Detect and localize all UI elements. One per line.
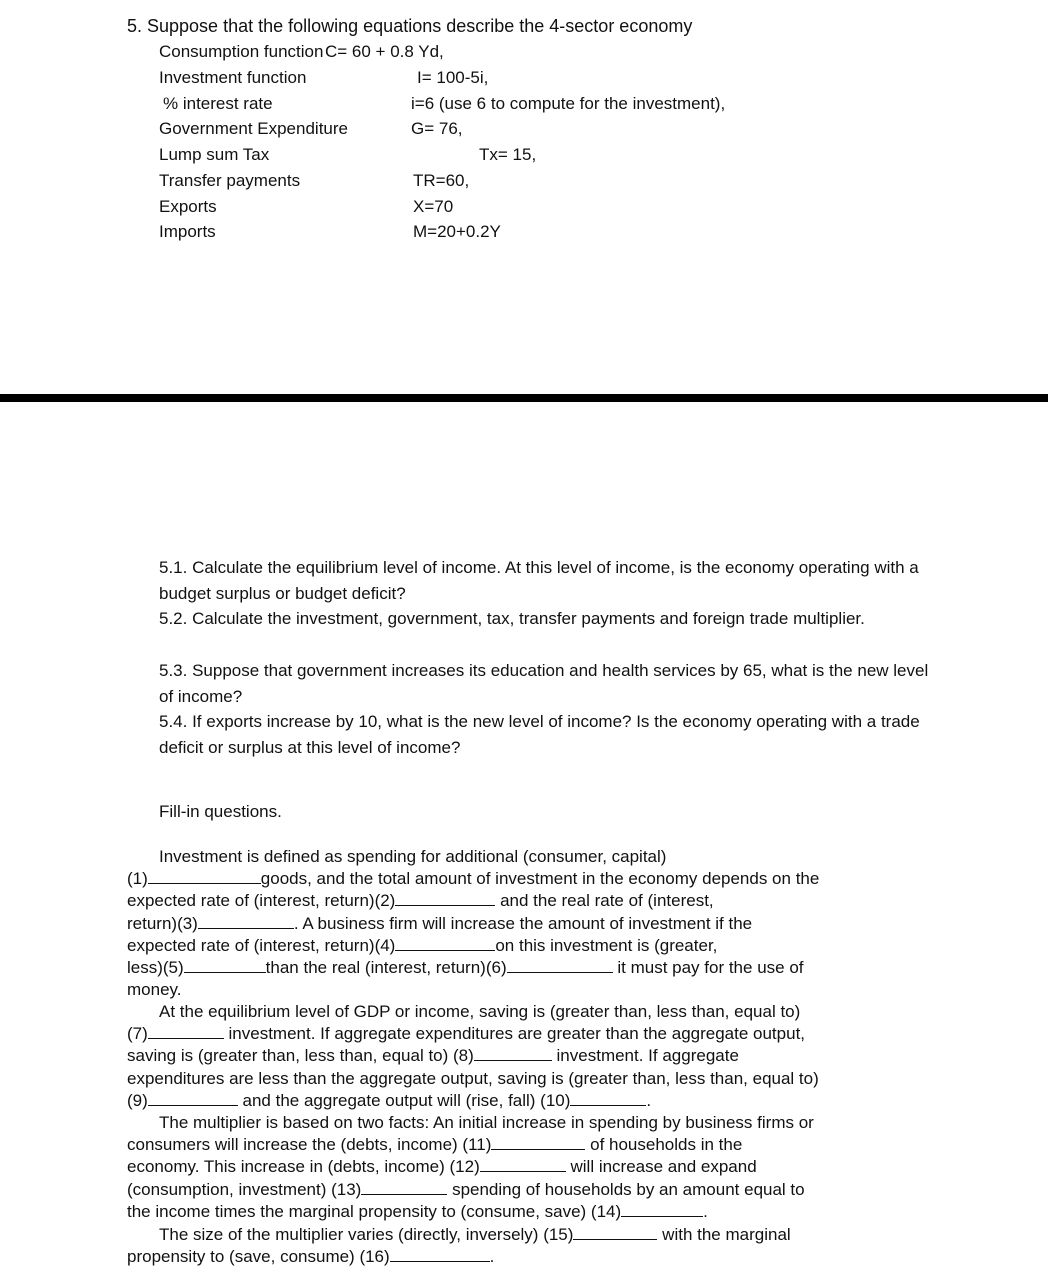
text: saving is (greater than, less than, equal to) (8)	[127, 1046, 474, 1066]
text: .	[703, 1201, 708, 1221]
equation-label-imports: Imports	[159, 222, 216, 241]
text: expenditures are less than the aggregate output, saving is (greater than, less than, equal to)	[127, 1068, 819, 1088]
text: less)(5)	[127, 958, 184, 978]
text: with the marginal	[662, 1225, 791, 1244]
equation-value-exports: X=70	[413, 197, 454, 216]
fill-in-paragraph-investment	[127, 846, 927, 1001]
blank-4[interactable]	[395, 935, 495, 951]
text: .	[489, 1247, 495, 1267]
equation-label-investment: Investment function	[159, 68, 307, 87]
text: consumers will increase the (debts, income) (11)	[127, 1135, 492, 1155]
text: will increase and expand	[570, 1157, 757, 1177]
text: propensity to (save, consume) (16)	[127, 1247, 390, 1267]
blank-16[interactable]	[390, 1246, 490, 1262]
fill-in-paragraph-equilibrium	[127, 1001, 927, 1112]
blank-9[interactable]	[148, 1090, 238, 1106]
blank-number: (9)	[127, 1090, 148, 1110]
blank-14[interactable]	[621, 1201, 703, 1217]
blank-11[interactable]	[491, 1134, 585, 1150]
page-divider	[0, 394, 1048, 402]
text: (consumption, investment) (13)	[127, 1179, 362, 1199]
blank-10[interactable]	[570, 1090, 646, 1106]
question-header: 5. Suppose that the following equations describe the 4-sector economy	[127, 16, 693, 36]
fill-in-title: Fill-in questions.	[159, 802, 282, 821]
equation-label-transfer: Transfer payments	[159, 171, 301, 190]
text: The multiplier is based on two facts: An initial increase in spending by business firms or	[159, 1113, 814, 1132]
equation-value-imports: M=20+0.2Y	[413, 222, 501, 241]
text: the income times the marginal propensity to (consume, save) (14)	[127, 1201, 622, 1221]
blank-5[interactable]	[184, 957, 266, 973]
blank-2[interactable]	[395, 890, 495, 906]
blank-8[interactable]	[474, 1045, 552, 1061]
equation-value-interest: i=6 (use 6 to compute for the investment),	[411, 94, 726, 113]
text: At the equilibrium level of GDP or income, saving is (greater than, less than, equal to)	[159, 1002, 801, 1021]
text: and the aggregate output will (rise, fall) (10)	[242, 1090, 571, 1110]
equation-value-tax: Tx= 15,	[479, 145, 537, 164]
blank-number: (7)	[127, 1024, 148, 1044]
text: economy. This increase in (debts, income) (12)	[127, 1157, 480, 1177]
blank-1[interactable]	[148, 868, 261, 884]
equation-label-consumption: Consumption function	[159, 42, 324, 61]
blank-3[interactable]	[198, 913, 294, 929]
text: expected rate of (interest, return)(2)	[127, 891, 396, 911]
subquestion-5-2: 5.2. Calculate the investment, government, tax, transfer payments and foreign trade multiplier.	[159, 609, 865, 628]
subquestion-5-3: 5.3. Suppose that government increases its education and health services by 65, what is the new level of income?	[159, 661, 929, 706]
equation-value-transfer: TR=60,	[413, 171, 470, 190]
text: return)(3)	[127, 913, 198, 933]
blank-13[interactable]	[361, 1179, 447, 1195]
equation-label-government: Government Expenditure	[159, 119, 348, 138]
subquestion-5-1: 5.1. Calculate the equilibrium level of income. At this level of income, is the economy operating with a budget surplus or budget deficit?	[159, 558, 919, 603]
text: Investment is defined as spending for additional (consumer, capital)	[159, 847, 667, 866]
equation-label-tax: Lump sum Tax	[159, 145, 270, 164]
equation-label-interest: % interest rate	[163, 94, 273, 113]
text: goods, and the total amount of investment in the economy depends on the	[260, 869, 820, 889]
equation-value-consumption: C= 60 + 0.8 Yd,	[325, 42, 444, 61]
fill-in-paragraph-multiplier-size	[127, 1224, 927, 1268]
blank-number: (1)	[127, 869, 148, 889]
subquestion-5-4: 5.4. If exports increase by 10, what is the new level of income? Is the economy operating with a trade deficit or surplus at this level of income?	[159, 712, 920, 757]
text: it must pay for the use of	[617, 958, 804, 978]
text: than the real (interest, return)(6)	[265, 958, 507, 978]
text: of households in the	[590, 1135, 743, 1155]
equation-value-government: G= 76,	[411, 119, 463, 138]
text: expected rate of (interest, return)(4)	[127, 935, 396, 955]
fill-in-paragraph-multiplier	[127, 1112, 927, 1223]
text: The size of the multiplier varies (directly, inversely) (15)	[159, 1225, 574, 1244]
blank-6[interactable]	[507, 957, 613, 973]
text: spending of households by an amount equal to	[452, 1179, 805, 1199]
text: and the real rate of (interest,	[500, 891, 714, 911]
text: money.	[127, 980, 182, 1000]
blank-7[interactable]	[148, 1023, 224, 1039]
equation-label-exports: Exports	[159, 197, 217, 216]
text: . A business firm will increase the amount of investment if the	[293, 913, 753, 933]
blank-12[interactable]	[480, 1156, 566, 1172]
text: investment. If aggregate expenditures are greater than the aggregate output,	[228, 1024, 806, 1044]
equation-value-investment: I= 100-5i,	[417, 68, 489, 87]
text: .	[646, 1090, 652, 1110]
text: investment. If aggregate	[556, 1046, 739, 1066]
text: on this investment is (greater,	[495, 935, 718, 955]
blank-15[interactable]	[573, 1224, 657, 1240]
